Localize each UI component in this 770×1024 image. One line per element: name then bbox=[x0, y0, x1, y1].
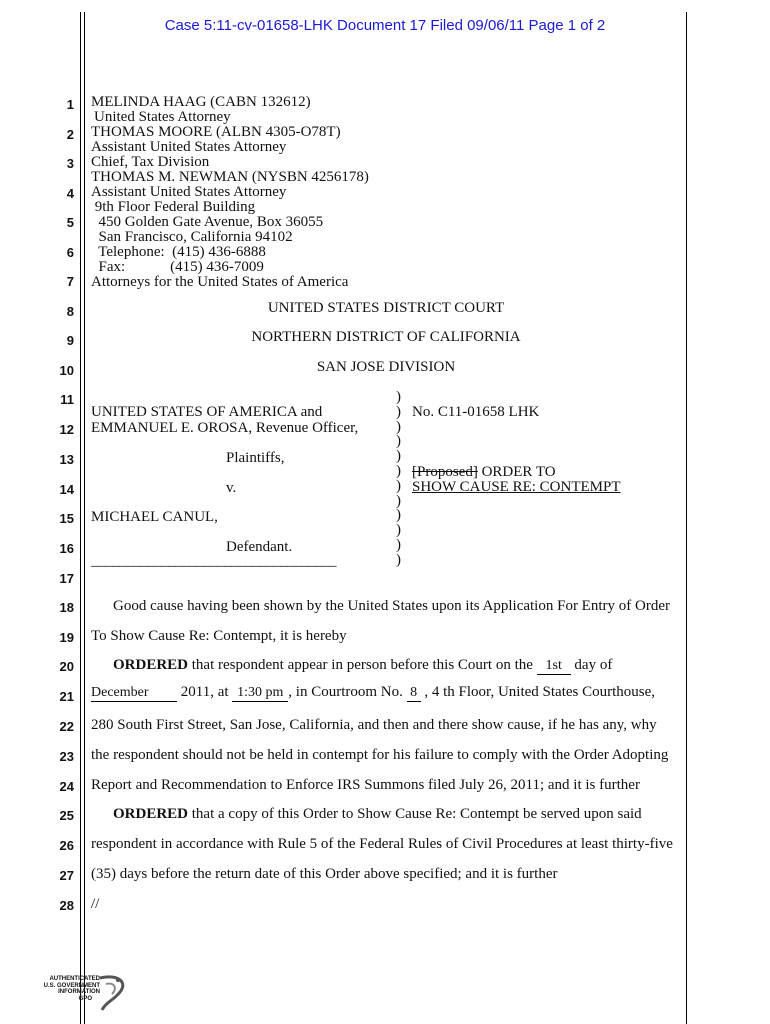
line-number: 10 bbox=[59, 363, 74, 378]
line-number: 3 bbox=[66, 156, 74, 171]
line-number: 16 bbox=[59, 541, 74, 556]
body-line-24: Report and Recommendation to Enforce IRS Summons filed July 26, 2011; and it is further bbox=[91, 777, 640, 793]
caption-parentheses: ) ) ) ) ) ) ) ) ) ) ) ) bbox=[396, 389, 401, 568]
caption-line: Assistant United States Attorney bbox=[91, 184, 287, 200]
caption-line: Attorneys for the United States of America bbox=[91, 274, 349, 290]
body-line-19: To Show Cause Re: Contempt, it is hereby bbox=[91, 628, 347, 644]
attorney-caption bbox=[91, 95, 369, 290]
seal-text: GPO bbox=[78, 995, 92, 1002]
body-text: day of bbox=[570, 657, 613, 673]
plaintiff-line-1: UNITED STATES OF AMERICA and bbox=[91, 404, 323, 420]
body-line-18: Good cause having been shown by the United States upon its Application For Entry of Order bbox=[113, 598, 670, 614]
body-line-27: (35) days before the return date of this Order above specified; and it is further bbox=[91, 866, 558, 882]
versus: v. bbox=[226, 480, 237, 496]
body-text: that respondent appear in person before this Court on the bbox=[188, 657, 537, 673]
courtroom-fill: 8 bbox=[407, 685, 421, 702]
left-margin-rule-outer bbox=[80, 12, 81, 1024]
left-margin-rule-inner bbox=[84, 12, 85, 1024]
caption-rule: ___________________________________ bbox=[91, 553, 336, 569]
line-number: 8 bbox=[66, 304, 74, 319]
court-name: UNITED STATES DISTRICT COURT bbox=[267, 300, 505, 316]
ordered-bold: ORDERED bbox=[113, 657, 189, 673]
ordered-bold: ORDERED bbox=[113, 806, 189, 822]
line-number: 11 bbox=[60, 392, 74, 407]
line-number: 20 bbox=[59, 659, 74, 674]
line-number: 25 bbox=[59, 808, 74, 823]
body-line-23: the respondent should not be held in contempt for his failure to comply with the Order Adopting bbox=[91, 747, 669, 763]
body-text: , 4 th Floor, United States Courthouse, bbox=[420, 684, 656, 700]
line-number: 15 bbox=[59, 511, 74, 526]
body-line-22: 280 South First Street, San Jose, California, and then and there show cause, if he has any, why bbox=[91, 717, 657, 733]
line-number: 9 bbox=[66, 333, 74, 348]
body-text: that a copy of this Order to Show Cause Re: Contempt be served upon said bbox=[188, 806, 642, 822]
body-line-25 bbox=[113, 806, 642, 823]
caption-line: Chief, Tax Division bbox=[91, 154, 210, 170]
line-number: 7 bbox=[66, 274, 74, 289]
caption-line: 9th Floor Federal Building bbox=[91, 199, 256, 215]
body-line-21 bbox=[91, 684, 655, 702]
case-number: No. C11-01658 LHK bbox=[412, 404, 540, 420]
line-number: 23 bbox=[59, 749, 74, 764]
month-fill: December bbox=[91, 685, 177, 702]
line-number: 2 bbox=[66, 127, 74, 142]
caption-line: THOMAS M. NEWMAN (NYSBN 4256178) bbox=[91, 169, 369, 185]
day-fill: 1st bbox=[537, 658, 571, 675]
body-text: , in Courtroom No. bbox=[288, 684, 407, 700]
caption-line: THOMAS MOORE (ALBN 4305-O78T) bbox=[91, 124, 341, 140]
gpo-authentication-seal bbox=[40, 972, 130, 1012]
line-number: 1 bbox=[66, 97, 74, 112]
caption-line: 450 Golden Gate Avenue, Box 36055 bbox=[91, 214, 324, 230]
line-number: 5 bbox=[66, 215, 74, 230]
district-name: NORTHERN DISTRICT OF CALIFORNIA bbox=[251, 329, 521, 345]
division-name: SAN JOSE DIVISION bbox=[316, 359, 456, 375]
line-number: 18 bbox=[59, 600, 74, 615]
body-line-28: // bbox=[91, 896, 100, 912]
line-number: 14 bbox=[59, 482, 74, 497]
line-number: 27 bbox=[59, 868, 74, 883]
line-number: 4 bbox=[66, 186, 74, 201]
body-text: 2011, at bbox=[177, 684, 233, 700]
document-title-2: SHOW CAUSE RE: CONTEMPT bbox=[412, 479, 621, 495]
right-margin-rule bbox=[686, 12, 687, 1024]
document-title-text: ORDER TO bbox=[477, 464, 556, 480]
line-number: 13 bbox=[59, 452, 74, 467]
caption-line: MELINDA HAAG (CABN 132612) bbox=[91, 94, 311, 110]
proposed-strikethrough: [Proposed] bbox=[412, 464, 478, 480]
plaintiff-line-2: EMMANUEL E. OROSA, Revenue Officer, bbox=[91, 420, 359, 436]
caption-line: United States Attorney bbox=[94, 109, 231, 125]
line-number: 26 bbox=[59, 838, 74, 853]
line-number: 17 bbox=[59, 571, 74, 586]
line-number: 19 bbox=[59, 630, 74, 645]
defendant-name: MICHAEL CANUL, bbox=[91, 509, 218, 525]
caption-line: San Francisco, California 94102 bbox=[91, 229, 293, 245]
body-line-26: respondent in accordance with Rule 5 of the Federal Rules of Civil Procedures at least thirty-five bbox=[91, 836, 673, 852]
seal-text: INFORMATION bbox=[58, 989, 100, 995]
caption-line: Fax: (415) 436-7009 bbox=[91, 259, 264, 275]
defendant-label: Defendant. bbox=[226, 539, 293, 555]
body-line-20 bbox=[113, 657, 612, 675]
line-number: 28 bbox=[59, 898, 74, 913]
seal-text: U.S. GOVERNMENT bbox=[43, 982, 100, 989]
line-number: 21 bbox=[59, 689, 74, 704]
seal-text: AUTHENTICATED bbox=[49, 976, 100, 982]
line-number: 12 bbox=[59, 422, 74, 437]
line-number: 24 bbox=[59, 779, 74, 794]
caption-line: Telephone: (415) 436-6888 bbox=[91, 244, 266, 260]
line-number: 6 bbox=[66, 245, 74, 260]
filing-header: Case 5:11-cv-01658-LHK Document 17 Filed 09/06/11 Page 1 of 2 bbox=[164, 17, 606, 34]
plaintiffs-label: Plaintiffs, bbox=[226, 450, 285, 466]
caption-line: Assistant United States Attorney bbox=[91, 139, 287, 155]
time-fill: 1:30 pm bbox=[232, 685, 288, 702]
line-number: 22 bbox=[59, 719, 74, 734]
